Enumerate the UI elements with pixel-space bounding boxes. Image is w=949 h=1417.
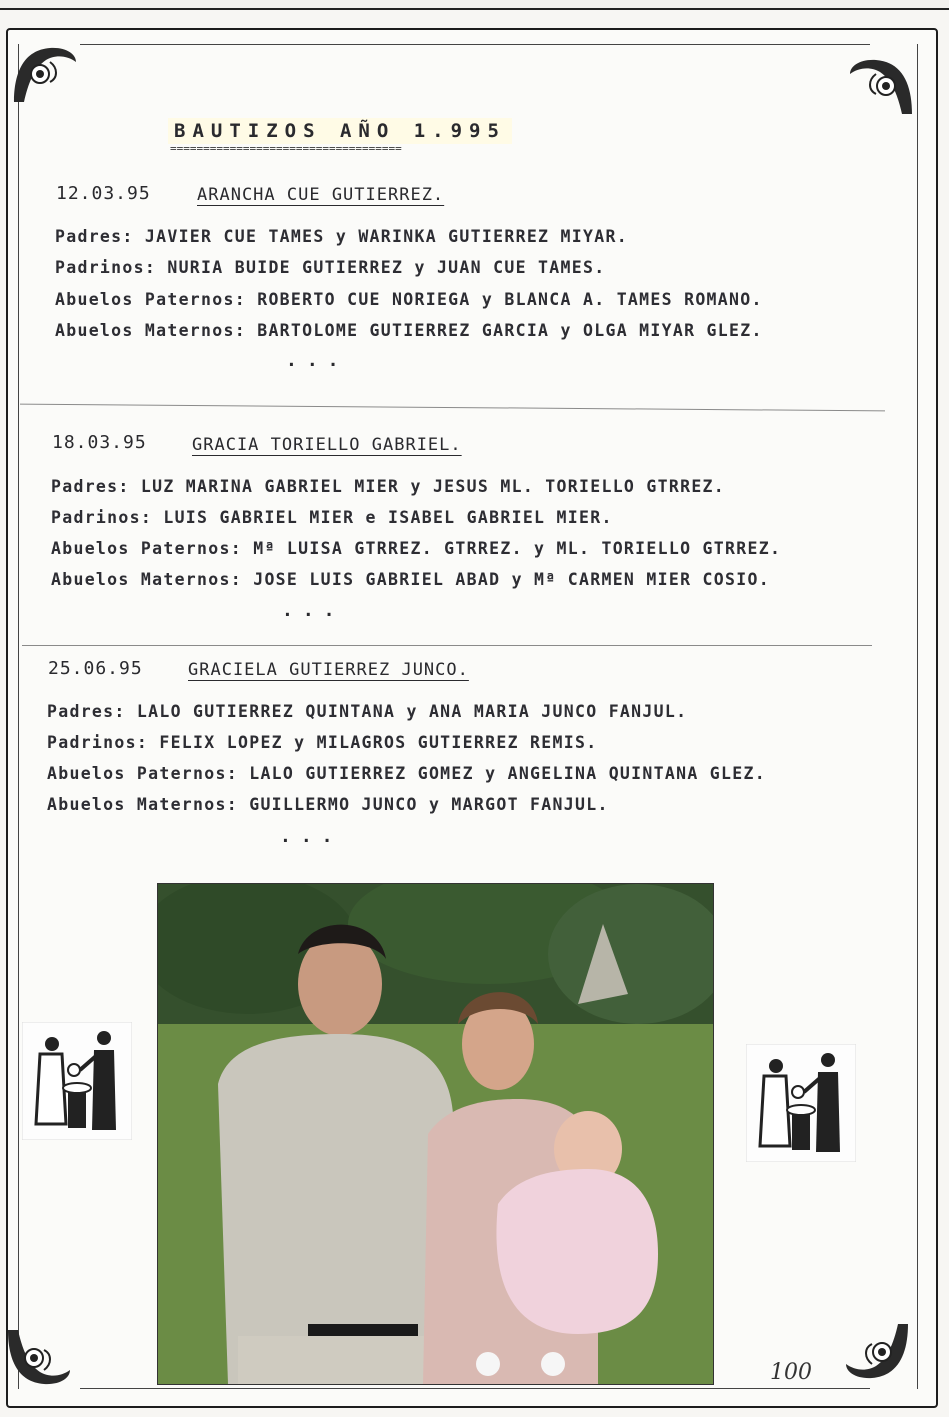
corner-ornament-icon	[846, 54, 916, 120]
baptism-clipart-icon	[22, 1022, 132, 1140]
entry-godparents: Padrinos: LUIS GABRIEL MIER e ISABEL GABRIEL MIER.	[51, 508, 613, 527]
corner-ornament-icon	[4, 1324, 74, 1390]
page-number: 100	[770, 1360, 812, 1385]
corner-ornament-icon	[842, 1318, 912, 1384]
baptism-clipart-icon	[746, 1044, 856, 1162]
entry-godparents: Padrinos: FELIX LOPEZ y MILAGROS GUTIERREZ REMIS.	[47, 733, 598, 752]
entry-ellipsis: ...	[286, 350, 349, 371]
entry-parents: Padres: LUZ MARINA GABRIEL MIER y JESUS ML. TORIELLO GTRREZ.	[51, 477, 726, 496]
title-underline: ===================================	[170, 142, 402, 155]
entry-maternal-grandparents: Abuelos Maternos: GUILLERMO JUNCO y MARGOT FANJUL.	[47, 795, 609, 814]
entry-paternal-grandparents: Abuelos Paternos: Mª LUISA GTRREZ. GTRREZ. y ML. TORIELLO GTRREZ.	[51, 539, 782, 558]
entry-name: ARANCHA CUE GUTIERREZ.	[197, 185, 445, 205]
page-top-stripe	[0, 0, 949, 10]
frame-bottom-line	[80, 1388, 870, 1389]
entry-paternal-grandparents: Abuelos Paternos: ROBERTO CUE NORIEGA y BLANCA A. TAMES ROMANO.	[55, 290, 763, 309]
family-photo	[157, 883, 714, 1385]
entry-date: 25.06.95	[48, 658, 143, 679]
frame-top-line	[80, 44, 870, 45]
entry-name: GRACIELA GUTIERREZ JUNCO.	[188, 660, 469, 680]
entry-date: 18.03.95	[52, 432, 147, 453]
page-title: BAUTIZOS AÑO 1.995	[168, 118, 512, 144]
entry-ellipsis: ...	[280, 826, 343, 847]
entry-divider	[22, 645, 872, 646]
entry-paternal-grandparents: Abuelos Paternos: LALO GUTIERREZ GOMEZ y ANGELINA QUINTANA GLEZ.	[47, 764, 766, 783]
entry-ellipsis: ...	[282, 600, 345, 621]
entry-parents: Padres: JAVIER CUE TAMES y WARINKA GUTIERREZ MIYAR.	[55, 227, 628, 246]
entry-date: 12.03.95	[56, 183, 151, 204]
entry-godparents: Padrinos: NURIA BUIDE GUTIERREZ y JUAN CUE TAMES.	[55, 258, 606, 277]
corner-ornament-icon	[10, 42, 80, 108]
entry-maternal-grandparents: Abuelos Maternos: JOSE LUIS GABRIEL ABAD y Mª CARMEN MIER COSIO.	[51, 570, 770, 589]
entry-name: GRACIA TORIELLO GABRIEL.	[192, 435, 462, 455]
entry-parents: Padres: LALO GUTIERREZ QUINTANA y ANA MARIA JUNCO FANJUL.	[47, 702, 688, 721]
entry-maternal-grandparents: Abuelos Maternos: BARTOLOME GUTIERREZ GARCIA y OLGA MIYAR GLEZ.	[55, 321, 763, 340]
